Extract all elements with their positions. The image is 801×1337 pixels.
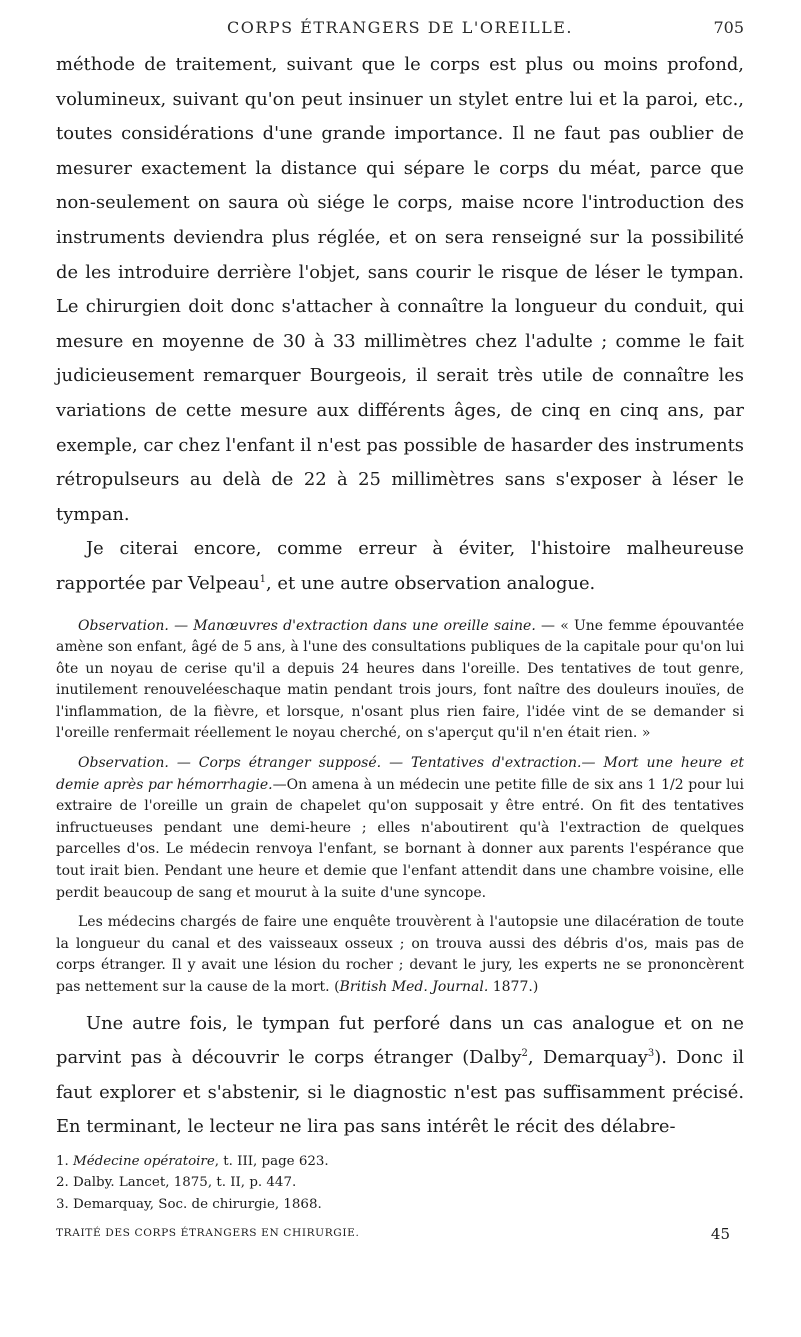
footnote-number: 2. xyxy=(56,1175,69,1191)
paragraph-text: Je citerai encore, comme erreur à éviter, l'histoire malheureuse rapportée par Velpeau xyxy=(56,538,744,594)
footnote-ref: 1 xyxy=(259,573,267,585)
paragraph-text: Une autre fois, le tympan fut perforé dans un cas analogue et on ne parvint pas à découvrir le corps étranger (Dalby xyxy=(56,1012,744,1069)
page-footer xyxy=(56,1223,744,1247)
footnote-text: Dalby. Lancet, 1875, t. II, p. 447. xyxy=(73,1175,297,1191)
page-number: 705 xyxy=(713,18,744,37)
main-text xyxy=(56,48,744,602)
footnote-ref: 2 xyxy=(521,1048,528,1060)
signature-mark: 45 xyxy=(710,1225,730,1244)
paragraph-text: ). Donc il faut explorer et s'abstenir, si le diagnostic n'est pas suffisamment précisé. En terminant, le lecteur ne lira pas sans intérêt le récit des délabre- xyxy=(56,1047,744,1138)
observation-text: 1877.) xyxy=(488,979,539,995)
paragraph-text: , et une autre observation analogue. xyxy=(266,572,596,594)
observation-continuation xyxy=(56,912,744,998)
observations-block xyxy=(56,616,744,999)
closing-paragraph xyxy=(56,1007,744,1145)
paragraph xyxy=(56,532,744,601)
journal-citation: British Med. Journal. xyxy=(339,979,489,995)
footnote xyxy=(56,1151,744,1173)
observation-title: Observation. — Manœuvres d'extraction dans une oreille saine. xyxy=(78,617,536,634)
footnote xyxy=(56,1172,744,1194)
paragraph xyxy=(56,1007,744,1145)
observation xyxy=(56,753,744,904)
book-page xyxy=(56,18,744,1247)
observation-text: Les médecins chargés de faire une enquête trouvèrent à l'autopsie une dilacération de toute la longueur du canal et des vaisseaux osseux ; on trouva aussi des débris d'os, mais pas de corps étranger. Il y avait une lésion du rocher ; devant le jury, les experts ne se prononcèrent pas nettement sur la cause de la mort. ( xyxy=(56,914,744,995)
footnote-ref: 3 xyxy=(647,1048,655,1060)
paragraph-text: , Demarquay xyxy=(527,1047,648,1069)
footnote-text: Demarquay, Soc. de chirurgie, 1868. xyxy=(73,1196,322,1212)
observation-title: Observation. — Corps étranger supposé. — Tentatives d'extraction.— Mort une heure et demie après par hémorrhagie. xyxy=(56,755,744,793)
footnote xyxy=(56,1194,744,1216)
observation xyxy=(56,616,744,746)
observation-text: —On amena à un médecin une petite fille de six ans 1 1/2 pour lui extraire de l'oreille un grain de chapelet qu'on supposait y être entré. On fit des tentatives infructueuses pendant une demi-heure ; elles n'aboutirent qu'à l'extraction de quelques parcelles d'os. Le médecin renvoya l'enfant, se bornant à donner aux parents l'espérance que tout irait bien. Pendant une heure et demie que l'enfant attendit dans une chambre voisine, elle perdit beaucoup de sang et mourut à la suite d'une syncope. xyxy=(56,776,744,901)
printer-mark: TRAITÉ DES CORPS ÉTRANGERS EN CHIRURGIE. xyxy=(56,1227,360,1240)
footnotes xyxy=(56,1151,744,1216)
footnote-title: Médecine opératoire xyxy=(73,1153,215,1169)
page-header xyxy=(56,18,744,48)
running-title: CORPS ÉTRANGERS DE L'OREILLE. xyxy=(226,18,574,37)
footnote-text: , t. III, page 623. xyxy=(214,1153,329,1169)
paragraph: méthode de traitement, suivant que le corps est plus ou moins profond, volumineux, suivant qu'on peut insinuer un stylet entre lui et la paroi, etc., toutes considérations d'une grande importance. Il ne faut pas oublier de mesurer exactement la distance qui sépare le corps du méat, parce que non-seulement on saura où siége le corps, maise ncore l'introduction des instruments deviendra plus réglée, et on sera renseigné sur la possibilité de les introduire derrière l'objet, sans courir le risque de léser le tympan. Le chirurgien doit donc s'attacher à connaître la longueur du conduit, qui mesure en moyenne de 30 à 33 millimètres chez l'adulte ; comme le fait judicieusement remarquer Bourgeois, il serait très utile de connaître les variations de cette mesure aux différents âges, de cinq en cinq ans, par exemple, car chez l'enfant il n'est pas possible de hasarder des instruments rétropulseurs au delà de 22 à 25 millimètres sans s'exposer à léser le tympan. xyxy=(56,54,744,525)
observation-text: — « Une femme épouvantée amène son enfant, âgé de 5 ans, à l'une des consultations publiques de la capitale pour qu'on lui ôte un noyau de cerise qu'il a depuis 24 heures dans l'oreille. Des tentatives de tout genre, inutilement renouveléeschaque matin pendant trois jours, font naître des douleurs inouïes, de l'inflammation, de la fièvre, et lorsque, n'osant plus rien faire, l'idée vint de se demander si l'oreille renfermait réellement le noyau cherché, on s'aperçut qu'il n'en était rien. » xyxy=(56,617,744,742)
footnote-number: 3. xyxy=(56,1196,69,1212)
footnote-number: 1. xyxy=(56,1153,69,1169)
